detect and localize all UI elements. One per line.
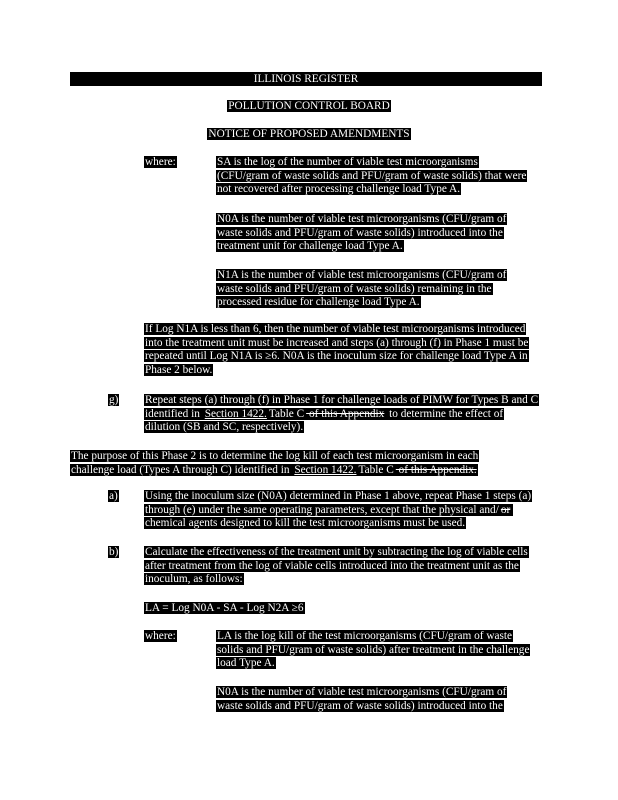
where-label: where: [145,156,176,168]
item-a-text: Using the inoculum size (N0A) determined in Phase 1 above, repeat Phase 1 steps (a) through (e) under the same operating parameters, except that the physical and/ or chemical agents designed to kill the test microorganisms must be used. [145,490,532,530]
item-g-label: g) [109,394,119,406]
item-g-text: Repeat steps (a) through (f) in Phase 1 for challenge loads of PIMW for Types B and C identified in Section 1422. Table C of this Appendix to determine the effect of dilution (SB and SC, respectively). [145,394,539,434]
deleted-text: of this Appendix [306,407,385,420]
item-a-label: a) [109,490,118,502]
definition-la: LA is the log kill of the test microorganisms (CFU/gram of waste solids and PFU/gram of waste solids) after treatment in the challenge load Type A. [217,630,530,670]
log-n1a-paragraph: If Log N1A is less than 6, then the number of viable test microorganisms introduced into the treatment unit must be increased and steps (a) through (f) in Phase 1 must be repeated until Log N1A is ≥6. N0A is the inoculum size for challenge load Type A in Phase 2 below. [145,323,529,376]
definition-n0a: N0A is the number of viable test microorganisms (CFU/gram of waste solids and PFU/gram of waste solids) introduced into the treatment unit for challenge load Type A. [217,213,507,253]
notice-title-block [0,128,618,142]
deleted-text: of this Appendix. [395,463,477,476]
log-kill-formula: LA = Log N0A - SA - Log N2A ≥6 [145,602,304,614]
definition-n0a-2: N0A is the number of viable test microorganisms (CFU/gram of waste solids and PFU/gram of waste solids) introduced into the [217,686,507,712]
board-title: POLLUTION CONTROL BOARD [228,100,390,112]
where-label: where: [145,630,176,642]
section-1422-link: Section 1422. [204,407,267,420]
register-header-bar [70,72,542,86]
deleted-text: or [500,503,511,516]
item-b-label: b) [109,546,119,558]
definition-sa: SA is the log of the number of viable test microorganisms (CFU/gram of waste solids and PFU/gram of waste solids) that were not recovered after processing challenge load Type A. [217,156,527,196]
notice-title: NOTICE OF PROPOSED AMENDMENTS [208,128,410,140]
register-title: ILLINOIS REGISTER [253,73,359,85]
purpose-paragraph: The purpose of this Phase 2 is to determine the log kill of each test microorganism in each challenge load (Types A through C) identified in Section 1422. Table C of this Appendix. [71,450,479,476]
section-1422-link: Section 1422. [294,463,357,476]
board-title-block [0,100,618,114]
item-b-text: Calculate the effectiveness of the treatment unit by subtracting the log of viable cells after treatment from the log of viable cells introduced into the treatment unit as the inoculum, as follows: [145,546,528,586]
definition-n1a: N1A is the number of viable test microorganisms (CFU/gram of waste solids and PFU/gram of waste solids) remaining in the processed residue for challenge load Type A. [217,269,507,309]
